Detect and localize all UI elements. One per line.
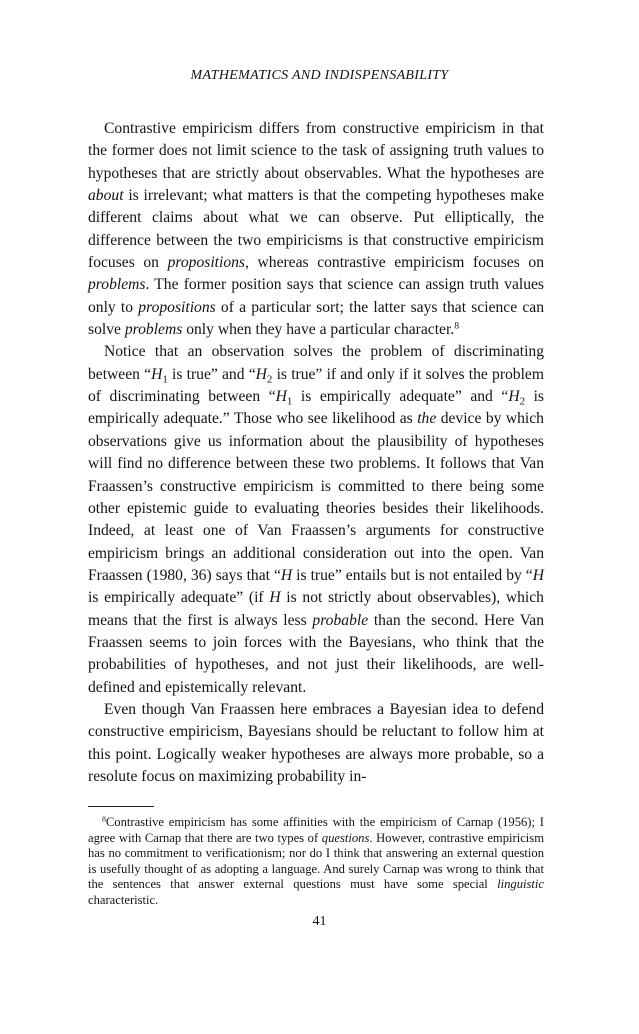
italic-text: questions <box>321 830 370 845</box>
text-run: only when they have a particular character. <box>182 321 455 339</box>
italic-text: H <box>275 388 287 406</box>
text-run: is true” if and only if it solves the problem of discriminating between “ <box>88 365 544 406</box>
footnote-text <box>88 815 544 908</box>
italic-text: H <box>269 589 281 607</box>
footnote-marker: 8 <box>454 320 460 332</box>
text-run: is not strictly about observables), which means that the first is always less <box>88 589 544 629</box>
italic-text: about <box>88 187 124 205</box>
subscript: 1 <box>286 395 293 408</box>
text-run: . However, contrastive empiricism has no commitment to verificationism; nor do I think that answering an external question is usefully thought of as adopting a language. And surely Carnap was wrong to think that the sentences that answer external questions must have some special <box>88 830 544 891</box>
text-run: Contrastive empiricism has some affinities with the empiricism of Carnap (1956); I agree with Carnap that there are two types of <box>88 815 544 845</box>
italic-text: H <box>532 566 544 584</box>
italic-text: problems <box>88 276 146 294</box>
italic-text: propositions <box>138 298 216 316</box>
footnote-rule <box>88 806 154 807</box>
italic-text: H <box>508 388 520 406</box>
text-run: is empirically adequate” and “ <box>292 388 509 406</box>
paragraph-2 <box>88 341 544 699</box>
italic-text: the <box>417 410 437 428</box>
text-run: is empirically adequate.” Those who see likelihood as <box>88 388 544 428</box>
text-run: of a particular sort; the latter says that science can solve <box>88 298 545 339</box>
paragraph-1 <box>88 118 544 341</box>
text-run: than the second. Here Van Fraassen seems to join forces with the Bayesians, who think that the probabilities of hypotheses, and not just their likelihoods, are well-defined and epistemically relevant. <box>88 611 544 696</box>
text-run: characteristic. <box>88 892 159 907</box>
text-run: , whereas contrastive empiricism focuses on <box>245 254 544 272</box>
text-run: is true” and “ <box>167 365 256 383</box>
text-run: Notice that an observation solves the problem of discriminating between “ <box>88 343 544 383</box>
italic-text: linguistic <box>497 877 544 891</box>
running-header: MATHEMATICS AND INDISPENSABILITY <box>190 68 449 83</box>
italic-text: H <box>280 566 293 584</box>
text-run: Even though Van Fraassen here embraces a Bayesian idea to defend constructive empiricism, Bayesians should be reluctant to follow him at this point. Logically weaker hypotheses are always more probable, so a resolute focus on maximizing probability in- <box>88 700 544 785</box>
italic-text: H <box>151 365 163 383</box>
italic-text: probable <box>312 611 369 629</box>
footnote-marker: 8 <box>102 814 106 824</box>
italic-text: propositions <box>167 254 245 272</box>
page-number: 41 <box>312 914 327 929</box>
subscript: 2 <box>519 395 526 408</box>
subscript: 1 <box>162 373 168 386</box>
text-run: is true” entails but is not entailed by “ <box>292 566 533 584</box>
subscript: 2 <box>266 373 273 386</box>
italic-text: problems <box>124 321 183 339</box>
text-run: Contrastive empiricism differs from constructive empiricism in that the former does not limit science to the task of assigning truth values to hypotheses that are strictly about observables. What the hypotheses are <box>88 120 544 182</box>
text-run: device by which observations give us information about the plausibility of hypotheses will find no difference between these two problems. It follows that Van Fraassen’s constructive empiricism is committed to there being some other epistemic guide to evaluating theories besides their likelihoods. Indeed, at least one of Van Fraassen’s arguments for constructive empiricism brings an additional consideration out into the open. Van Fraassen (1980, 36) says that “ <box>88 410 544 584</box>
paragraph-3 <box>88 699 544 788</box>
body-text <box>88 118 544 788</box>
text-run: . The former position says that science can assign truth values only to <box>88 276 544 316</box>
text-run: is irrelevant; what matters is that the competing hypotheses make different claims about what we can observe. Put elliptically, the difference between the two empiricisms is that constructive empiricism focuses on <box>88 187 544 272</box>
italic-text: H <box>255 365 267 383</box>
text-run: is empirically adequate” (if <box>88 589 270 607</box>
footnote-8 <box>88 815 544 908</box>
